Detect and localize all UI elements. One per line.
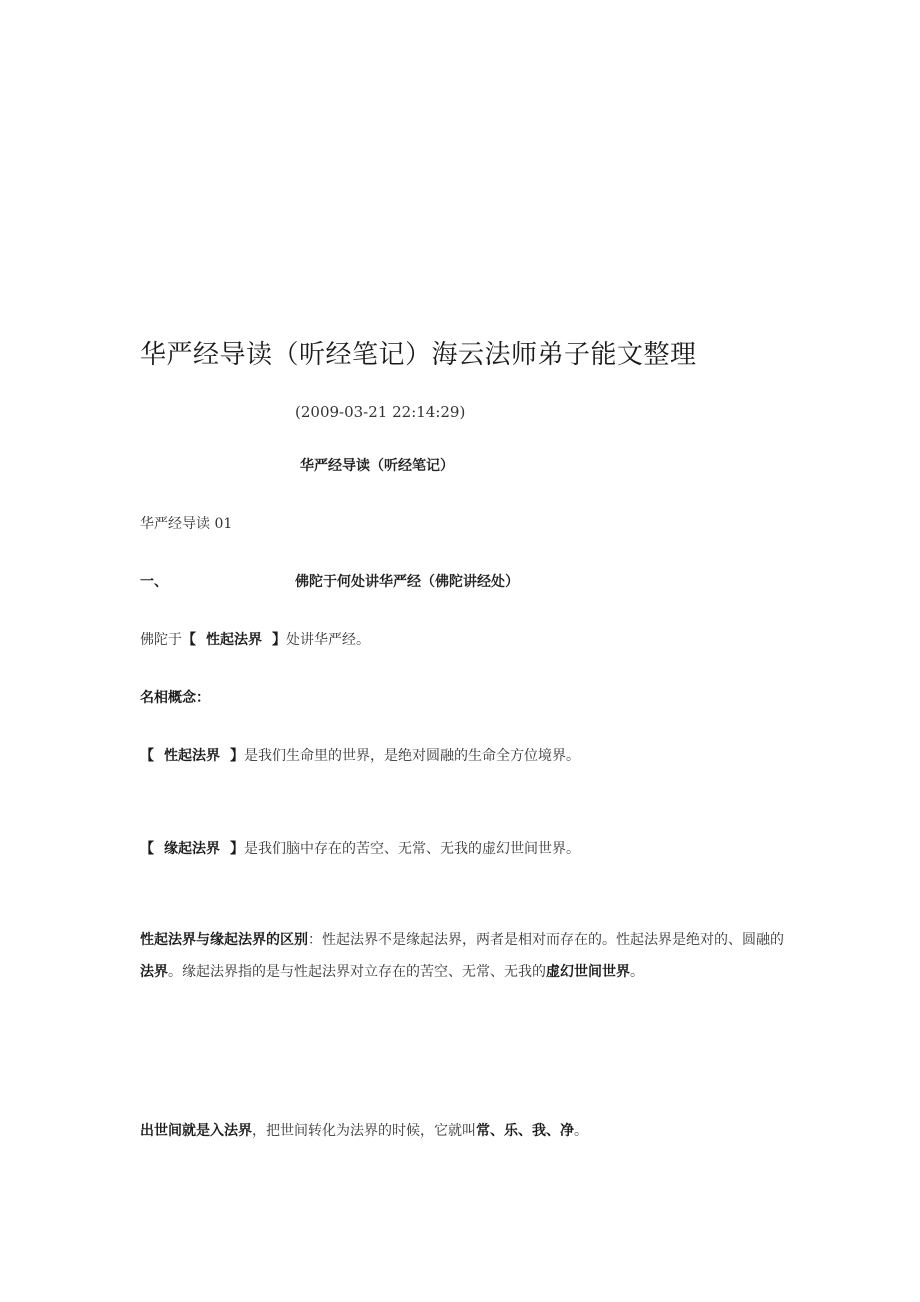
para4-bold-mid: 法界 xyxy=(140,964,168,980)
para5-bold-lead: 出世间就是入法界 xyxy=(140,1123,252,1139)
paragraph-line3 xyxy=(140,838,580,858)
line1-suffix: 处讲华严经。 xyxy=(286,632,370,648)
para4-bold-lead: 性起法界与缘起法界的区别 xyxy=(140,932,308,948)
line1-bracket-open: 【 xyxy=(182,632,196,648)
line2-bracket-close: 】 xyxy=(230,748,244,764)
line3-term: 缘起法界 xyxy=(164,841,220,857)
para4-part1: ：性起法界不是缘起法界，两者是相对而存在的。性起法界是绝对的、圆融的 xyxy=(308,932,784,948)
para4-part2: 。缘起法界指的是与性起法界对立存在的苦空、无常、无我的 xyxy=(168,964,546,980)
para4-bold-end: 虚幻世间世界 xyxy=(546,964,630,980)
line1-bracket-close: 】 xyxy=(272,632,286,648)
para5-bold-end: 常、乐、我、净 xyxy=(476,1123,574,1139)
para5-part2: 。 xyxy=(574,1123,588,1139)
line1-term: 性起法界 xyxy=(206,632,262,648)
para4-part3: 。 xyxy=(630,964,644,980)
heading-text: 佛陀于何处讲华严经（佛陀讲经处） xyxy=(295,574,519,590)
line1-prefix: 佛陀于 xyxy=(140,632,182,648)
line3-bracket-close: 】 xyxy=(230,841,244,857)
paragraph-line2 xyxy=(140,745,580,765)
line2-bracket-open: 【 xyxy=(140,748,154,764)
paragraph-line1 xyxy=(140,629,370,649)
heading-number: 一、 xyxy=(140,574,168,590)
line2-text: 是我们生命里的世界，是绝对圆融的生命全方位境界。 xyxy=(244,748,580,764)
post-date: (2009-03-21 22:14:29) xyxy=(295,403,466,421)
paragraph-line5 xyxy=(140,1120,588,1140)
line2-term: 性起法界 xyxy=(164,748,220,764)
line3-text: 是我们脑中存在的苦空、无常、无我的虚幻世间世界。 xyxy=(244,841,580,857)
concepts-label: 名相概念： xyxy=(140,690,210,706)
para5-part1: ，把世间转化为法界的时候，它就叫 xyxy=(252,1123,476,1139)
paragraph-distinction xyxy=(140,924,785,988)
subtitle: 华严经导读（听经笔记） xyxy=(300,458,454,474)
line3-bracket-open: 【 xyxy=(140,841,154,857)
section-label: 华严经导读 01 xyxy=(140,516,233,532)
page-title: 华严经导读（听经笔记）海云法师弟子能文整理 xyxy=(140,340,697,370)
